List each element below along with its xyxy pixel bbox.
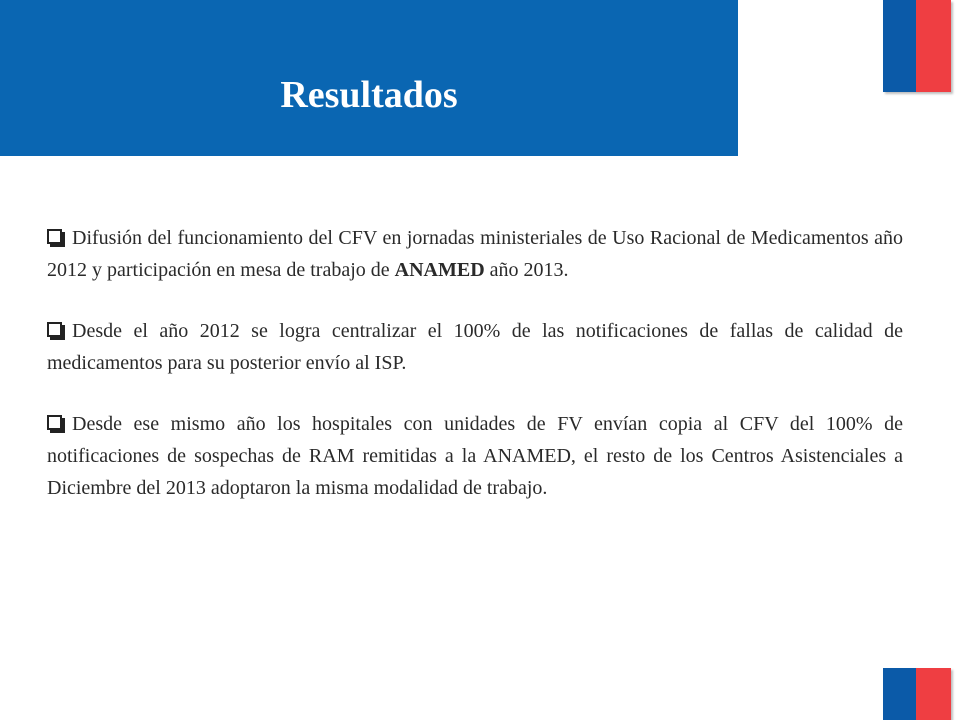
bullet-3-text: Desde ese mismo año los hospitales con unidades de FV envían copia al CFV del 100% de notificaciones de sospechas de RAM remitidas a la ANAMED, el resto de los Centros Asistenciales a Diciembre del 2013 adoptaron la misma modalidad de trabajo. (47, 413, 903, 499)
flag-decoration-top (883, 0, 951, 92)
bullet-item-2 (47, 315, 903, 379)
checkbox-square-icon (47, 415, 62, 430)
bullet-2-text: Desde el año 2012 se logra centralizar el 100% de las notificaciones de fallas de calidad de medicamentos para su posterior envío al ISP. (47, 320, 903, 374)
flag-red-stripe (916, 0, 951, 92)
bullet-list (47, 222, 903, 533)
flag-decoration-bottom (883, 668, 951, 720)
bullet-item-3 (47, 408, 903, 504)
flag-blue-stripe (883, 668, 916, 720)
checkbox-square-icon (47, 229, 62, 244)
bullet-1-text-before: Difusión del funcionamiento del CFV en jornadas ministeriales de Uso Racional de Medicamentos año 2012 y participación en mesa de trabajo de (47, 227, 903, 281)
slide-title: Resultados (280, 74, 458, 116)
flag-blue-stripe (883, 0, 916, 92)
flag-red-stripe (916, 668, 951, 720)
bullet-1-bold-term: ANAMED (394, 259, 485, 281)
bullet-1-text-after: año 2013. (484, 259, 569, 281)
checkbox-square-icon (47, 322, 62, 337)
bullet-item-1 (47, 222, 903, 286)
